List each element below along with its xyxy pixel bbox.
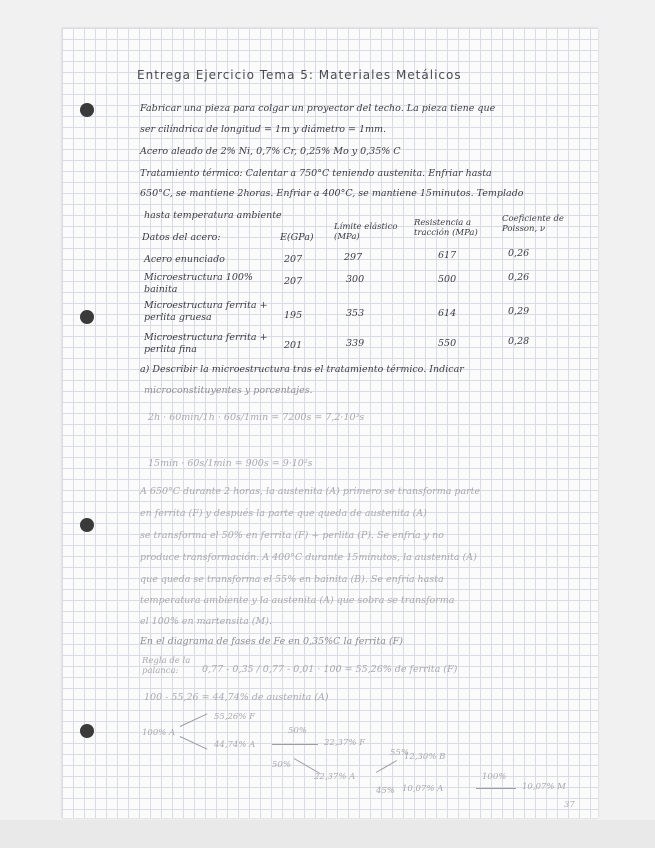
table-cell-poisson: 0,28 bbox=[508, 336, 530, 347]
paragraph-line-4: produce transformación. A 400°C durante 15minutos, la austenita (A) bbox=[140, 552, 477, 563]
table-cell-e: 195 bbox=[284, 310, 303, 321]
tree-ferrite-1: 55,26% F bbox=[214, 712, 256, 722]
tree-percent-50a: 50% bbox=[288, 726, 307, 736]
paragraph-line-5: que queda se transforma el 55% en bainita (B). Se enfría hasta bbox=[140, 574, 444, 585]
page-title: Entrega Ejercicio Tema 5: Materiales Metálicos bbox=[137, 68, 462, 82]
lever-rule-remainder: 100 - 55,26 = 44,74% de austenita (A) bbox=[144, 692, 329, 703]
table-cell-poisson: 0,26 bbox=[508, 272, 530, 283]
tree-root: 100% A bbox=[142, 728, 176, 738]
table-cell-uts: 550 bbox=[438, 338, 457, 349]
tree-martensite: 10,07% M bbox=[522, 782, 566, 792]
table-row-label: Acero enunciado bbox=[144, 254, 225, 265]
tree-arrow bbox=[272, 744, 318, 745]
tree-arrow bbox=[476, 788, 516, 789]
table-cell-poisson: 0,26 bbox=[508, 248, 530, 259]
tree-percent-55: 55% bbox=[390, 748, 409, 758]
binder-hole bbox=[80, 518, 94, 532]
intro-line-4: Tratamiento térmico: Calentar a 750°C teniendo austenita. Enfriar hasta bbox=[140, 168, 492, 179]
table-cell-yield: 297 bbox=[344, 252, 363, 263]
paragraph-line-3: se transforma el 50% en ferrita (F) + perlita (P). Se enfría y no bbox=[140, 530, 444, 541]
tree-austenite-1: 44,74% A bbox=[214, 740, 256, 750]
intro-line-2: ser cilíndrica de longitud = 1m y diámetro = 1mm. bbox=[140, 124, 387, 135]
table-cell-uts: 614 bbox=[438, 308, 457, 319]
table-header-yield: Límite elástico (MPa) bbox=[334, 222, 398, 242]
notebook-page bbox=[62, 28, 598, 818]
tree-austenite-2: 22,37% A bbox=[314, 772, 356, 782]
table-cell-e: 207 bbox=[284, 276, 303, 287]
table-header-poisson: Coeficiente de Poisson, ν bbox=[502, 214, 564, 234]
paragraph-line-2: en ferrita (F) y después la parte que queda de austenita (A) bbox=[140, 508, 427, 519]
intro-line-6: hasta temperatura ambiente bbox=[144, 210, 282, 221]
calc-time-hours: 2h · 60min/1h · 60s/1min = 7200s = 7,2·10³s bbox=[148, 412, 365, 423]
intro-line-5: 650°C, se mantiene 2horas. Enfriar a 400°C, se mantiene 15minutos. Templado bbox=[140, 188, 524, 199]
table-cell-uts: 617 bbox=[438, 250, 457, 261]
intro-line-3: Acero aleado de 2% Ni, 0,7% Cr, 0,25% Mo y 0,35% C bbox=[140, 146, 401, 157]
tree-arrow bbox=[376, 760, 397, 773]
paragraph-line-7: el 100% en martensita (M). bbox=[140, 616, 272, 627]
table-header-uts: Resistencia a tracción (MPa) bbox=[414, 218, 478, 238]
table-cell-uts: 500 bbox=[438, 274, 457, 285]
tree-arrow bbox=[180, 736, 208, 750]
table-row-label: Microestructura ferrita + perlita gruesa bbox=[144, 300, 268, 323]
tree-austenite-3: 10,07% A bbox=[402, 784, 444, 794]
table-cell-yield: 300 bbox=[346, 274, 365, 285]
table-cell-e: 207 bbox=[284, 254, 303, 265]
tree-arrow bbox=[180, 713, 208, 727]
table-row-label: Microestructura 100% bainita bbox=[144, 272, 253, 295]
table-row-label: Microestructura ferrita + perlita fina bbox=[144, 332, 268, 355]
tree-ferrite-2: 22,37% F bbox=[324, 738, 366, 748]
tree-bainite: 12,30% B bbox=[404, 752, 446, 762]
tree-percent-45: 45% bbox=[376, 786, 395, 796]
table-header-e: E(GPa) bbox=[280, 232, 314, 243]
binder-hole bbox=[80, 310, 94, 324]
diagram-line: En el diagrama de fases de Fe en 0,35%C la ferrita (F) bbox=[140, 636, 403, 647]
paragraph-line-1: A 650°C durante 2 horas, la austenita (A) primero se transforma parte bbox=[140, 486, 481, 497]
table-cell-e: 201 bbox=[284, 340, 303, 351]
lever-rule-label: Regla de la palanca: bbox=[142, 656, 191, 676]
calc-time-minutes: 15min · 60s/1min = 900s = 9·10²s bbox=[148, 458, 313, 469]
table-cell-yield: 339 bbox=[346, 338, 365, 349]
tree-percent-100: 100% bbox=[482, 772, 507, 782]
viewer-background bbox=[0, 820, 655, 848]
binder-hole bbox=[80, 103, 94, 117]
paragraph-line-6: temperatura ambiente y la austenita (A) que sobra se transforma bbox=[140, 595, 455, 606]
question-line-1: a) Describir la microestructura tras el tratamiento térmico. Indicar bbox=[140, 364, 464, 375]
binder-hole bbox=[80, 724, 94, 738]
tree-percent-50b: 50% bbox=[272, 760, 291, 770]
question-line-2: microconstituyentes y porcentajes. bbox=[144, 385, 313, 396]
intro-line-1: Fabricar una pieza para colgar un proyector del techo. La pieza tiene que bbox=[140, 103, 496, 114]
table-cell-yield: 353 bbox=[346, 308, 365, 319]
table-cell-poisson: 0,29 bbox=[508, 306, 530, 317]
table-header-datos: Datos del acero: bbox=[142, 232, 221, 243]
page-number: 37 bbox=[564, 800, 575, 810]
lever-rule-formula: 0,77 - 0,35 / 0,77 - 0,01 · 100 = 55,26% de ferrita (F) bbox=[202, 664, 458, 675]
